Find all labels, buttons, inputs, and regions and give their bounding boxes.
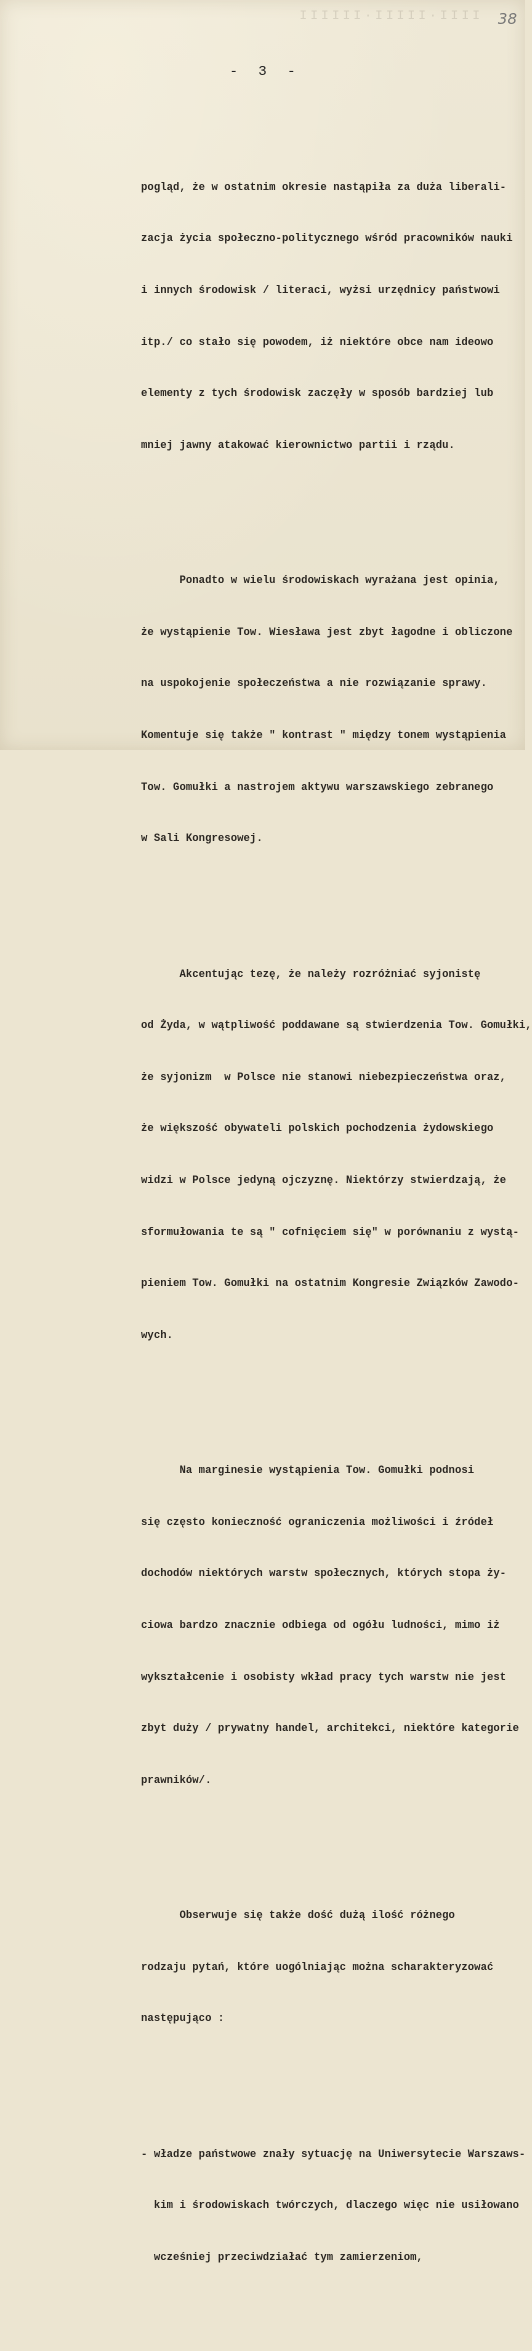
text-line: w Sali Kongresowej. [141,833,263,846]
text-line: że większość obywateli polskich pochodzenia żydowskiego [141,1123,494,1136]
text-line: sformułowania te są " cofnięciem się" w porównaniu z wystą- [141,1226,520,1239]
text-line: - władze państwowe znały sytuację na Uniwersytecie Warszaws- [141,2148,526,2161]
text-line: zacja życia społeczno-politycznego wśród pracowników nauki [141,233,513,246]
text-line: wykształcenie i osobisty wkład pracy tych warstw nie jest [141,1671,507,1684]
folio-number: 38 [497,10,517,28]
page-dash-right: - [287,64,296,80]
text-line: Komentuje się także " kontrast " między tonem wystąpienia [141,729,507,742]
text-line: Obserwuje się także dość dużą ilość różnego [141,1910,455,1923]
page-dash-left: - [229,64,238,80]
text-line: elementy z tych środowisk zaczęły w sposób bardziej lub [141,388,494,401]
text-line: prawników/. [141,1774,212,1787]
bleed-through-text: IIII·IIIII·IIIIII [296,8,480,23]
page-number-header [0,64,525,80]
text-line: Na marginesie wystąpienia Tow. Gomułki podnosi [141,1465,475,1478]
text-line: Tow. Gomułki a nastrojem aktywu warszawskiego zebranego [141,781,494,794]
text-line: zbyt duży / prywatny handel, architekci, niektóre kategorie [141,1723,520,1736]
text-line: itp./ co stało się powodem, iż niektóre obce nam ideowo [141,336,494,349]
text-line: mniej jawny atakować kierownictwo partii i rządu. [141,439,455,452]
text-line: się często konieczność ograniczenia możliwości i źródeł [141,1516,494,1529]
text-line: że syjonizm w Polsce nie stanowi niebezpieczeństwa oraz, [141,1071,507,1084]
text-line: wcześniej przeciwdziałać tym zamierzeniom, [141,2251,423,2264]
text-line: od Żyda, w wątpliwość poddawane są stwierdzenia Tow. Gomułki, [141,1020,532,1033]
text-line: ciowa bardzo znacznie odbiega od ogółu ludności, mimo iż [141,1619,500,1632]
text-line: pieniem Tow. Gomułki na ostatnim Kongresie Związków Zawodo- [141,1278,520,1291]
page-number: 3 [258,64,267,80]
paragraph-2 [141,539,525,883]
text-line: wych. [141,1329,174,1342]
text-line: że wystąpienie Tow. Wiesława jest zbyt łagodne i obliczone [141,626,513,639]
text-line: widzi w Polsce jedyną ojczyznę. Niektórzy stwierdzają, że [141,1174,507,1187]
paragraph-1 [141,145,525,489]
text-line: kim i środowiskach twórczych, dlaczego więc nie usiłowano [141,2200,520,2213]
paragraph-3 [141,932,532,1379]
list-item-1 [141,2112,525,2301]
text-line: pogląd, że w ostatnim okresie nastąpiła za duża liberali- [141,181,507,194]
text-line: następująco : [141,2013,225,2026]
paragraph-5 [141,1874,525,2063]
text-line: dochodów niektórych warstw społecznych, których stopa ży- [141,1568,507,1581]
text-line: na uspokojenie społeczeństwa a nie rozwiązanie sprawy. [141,678,487,691]
text-line: Ponadto w wielu środowiskach wyrażana jest opinia, [141,575,500,588]
paragraph-4 [141,1429,525,1825]
text-line: Akcentując tezę, że należy rozróżniać syjonistę [141,968,481,981]
body-text [141,111,532,2351]
text-line: i innych środowisk / literaci, wyżsi urzędnicy państwowi [141,285,500,297]
text-line: rodzaju pytań, które uogólniając można scharakteryzować [141,1961,494,1974]
